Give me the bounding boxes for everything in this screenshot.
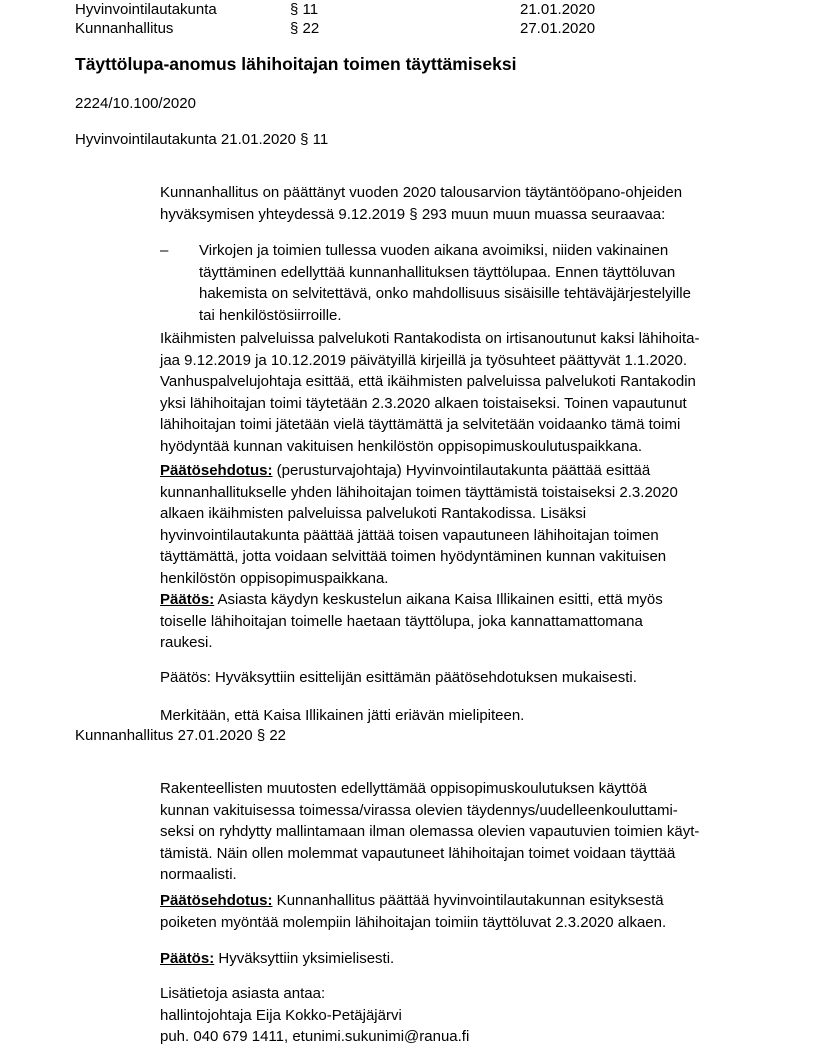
proposal-label: Päätösehdotus:	[160, 462, 273, 479]
header-row	[75, 19, 595, 38]
case-number: 2224/10.100/2020	[75, 95, 196, 112]
document-header	[75, 0, 595, 38]
page-title: Täyttölupa-anomus lähihoitajan toimen täyttämiseksi	[75, 54, 517, 74]
decision-label: Päätös:	[160, 591, 215, 608]
proposal-text: Kunnanhallitus päättää hyvinvointilautakunnan esityksestä poiketen myöntää molempiin lähihoitajan toimiin täyttöluvat 2.3.2020 alkaen.	[160, 892, 667, 931]
contact-info: Lisätietoja asiasta antaa: hallintojohtaja Eija Kokko-Petäjäjärvi puh. 040 679 1411, etunimi.sukunimi@ranua.fi	[160, 985, 470, 1046]
header-row	[75, 0, 595, 19]
committee-name: Kunnanhallitus	[75, 20, 174, 37]
section1-heading: Hyvinvointilautakunta 21.01.2020 § 11	[75, 131, 329, 148]
background-paragraph: Ikäihmisten palveluissa palvelukoti Rantakodista on irtisanoutunut kaksi lähihoita- jaa 9.12.2019 ja 10.12.2019 päivätyillä kirjeillä ja työsuhteet päättyvät 1.1.2020. Vanhuspalvelujohtaja esittää, että ikäihmisten palveluissa palvelukoti Rantakodin yksi lähihoitajan toimi täytetään 2.3.2020 alkaen toistaiseksi. Toinen vapautunut lähihoitajan toimi jätetään vielä täyttämättä ja selvitetään voidaanko tämä toimi hyödyntää kunnan vakituisen henkilöstön oppisopimuskoulutuspaikkana.	[160, 330, 700, 455]
meeting-date: 21.01.2020	[520, 1, 596, 18]
decision-paragraph	[160, 589, 810, 654]
proposal-text: (perusturvajohtaja) Hyvinvointilautakunta päättää esittää kunnanhallitukselle yhden lähihoitajan toimen täyttämistä toistaiseksi 2.3.2020 alkaen ikäihmisten palveluissa palvelukoti Rantakodissa. Lisäksi hyvinvointilautakunta päättää jättää toisen vapautuneen lähihoitajan toimen täyttämättä, jotta voidaan selvittää toimen hyödyntäminen kunnan vakituisen henkilöstön oppisopimuspaikkana.	[160, 462, 678, 587]
background-paragraph: Rakenteellisten muutosten edellyttämää oppisopimuskoulutuksen käyttöä kunnan vakituisessa toimessa/virassa olevien täydennys/uudelleenkouluttami- seksi on ryhdytty mallintamaan ilman olemassa olevien vapautuvien toimien käyt- tämistä. Näin ollen molemmat vapautuneet lähihoitajan toimet voidaan täyttää normaalisti.	[160, 780, 700, 884]
meeting-date: 27.01.2020	[520, 20, 596, 37]
dissent-note: Merkitään, että Kaisa Illikainen jätti eriävän mielipiteen.	[160, 707, 525, 724]
proposal-label: Päätösehdotus:	[160, 892, 273, 909]
decision-text: Hyväksyttiin yksimielisesti.	[214, 950, 395, 967]
proposal-paragraph	[160, 890, 810, 933]
bullet-text: Virkojen ja toimien tullessa vuoden aikana avoimiksi, niiden vakinainen täyttäminen edellyttää kunnanhallituksen täyttölupaa. Ennen täyttöluvan hakemista on selvitettävä, onko mahdollisuus sisäisille tehtäväjärjestelyille tai henkilöstösiirroille.	[199, 242, 691, 324]
section-number: § 11	[290, 1, 319, 18]
bullet-dash: –	[160, 242, 169, 259]
decision-paragraph	[160, 948, 810, 970]
intro-paragraph: Kunnanhallitus on päättänyt vuoden 2020 talousarvion täytäntööpano-ohjeiden hyväksymisen yhteydessä 9.12.2019 § 293 muun muun muassa seuraavaa:	[160, 184, 683, 223]
section-number: § 22	[290, 20, 320, 37]
committee-name: Hyvinvointilautakunta	[75, 1, 217, 18]
decision-note: Päätös: Hyväksyttiin esittelijän esittämän päätösehdotuksen mukaisesti.	[160, 669, 637, 686]
decision-label: Päätös:	[160, 950, 215, 967]
decision-text: Asiasta käydyn keskustelun aikana Kaisa Illikainen esitti, että myös toiselle lähihoitajan toimelle haetaan täyttölupa, joka kannattamattomana raukesi.	[160, 591, 663, 652]
bullet-item	[160, 240, 810, 326]
section2-heading: Kunnanhallitus 27.01.2020 § 22	[75, 727, 287, 744]
proposal-paragraph	[160, 460, 810, 590]
